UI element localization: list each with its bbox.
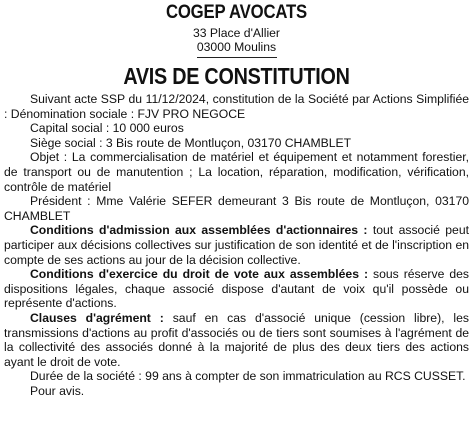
agrement-label: Clauses d'agrément :: [30, 310, 164, 325]
firm-address-line2: 03000 Moulins: [196, 40, 277, 54]
objet-paragraph: Objet : La commercialisation de matériel et équipement et notamment forestier, de transport ou de manutention ; La location, réparation, modification, vérification, contrôle de matériel: [4, 150, 469, 194]
vote-label: Conditions d'exercice du droit de vote aux assemblées :: [30, 267, 369, 282]
separator-line: [197, 57, 277, 58]
separator: [4, 54, 469, 60]
vote-paragraph: [4, 267, 469, 311]
admission-text: tout associé peut participer aux décisions collectives sur justification de son identité et de l'inscription en compte de ses actions au jour de la décision collective.: [4, 223, 470, 267]
admission-paragraph: [4, 223, 469, 267]
intro-text: Suivant acte SSP du 11/12/2024, constitution de la Société par Actions Simplifiée :: [4, 92, 469, 121]
siege-line: Siège social : 3 Bis route de Montluçon, 03170 CHAMBLET: [30, 135, 352, 150]
vote-text: sous réserve des dispositions légales, chaque associé dispose d'autant de voix qu'il possède ou représente d'actions.: [4, 267, 469, 311]
notice-intro: [4, 92, 469, 121]
notice-title: AVIS DE CONSTITUTION: [123, 63, 350, 89]
denomination-text: Dénomination sociale : FJV PRO NEGOCE: [10, 106, 246, 121]
agrement-paragraph: [4, 311, 469, 369]
closing-line: Pour avis.: [30, 383, 85, 398]
duree-line: Durée de la société : 99 ans à compter de son immatriculation au RCS CUSSET.: [30, 369, 466, 384]
firm-name: COGEP AVOCATS: [165, 2, 308, 23]
president-paragraph: Président : Mme Valérie SEFER demeurant 3 Bis route de Montluçon, 03170 CHAMBLET: [4, 194, 469, 223]
firm-address-line1: 33 Place d'Allier: [192, 26, 280, 40]
agrement-text: sauf en cas d'associé unique (cession libre), les transmissions d'actions au profit d'associés ou de tiers sont soumises à l'agrément de la collectivité des associés donné à la majorité de plus des deux tiers des actions ayant le droit de vote.: [4, 310, 470, 369]
capital-line: Capital social : 10 000 euros: [30, 121, 184, 136]
admission-label: Conditions d'admission aux assemblées d'actionnaires :: [30, 223, 368, 238]
